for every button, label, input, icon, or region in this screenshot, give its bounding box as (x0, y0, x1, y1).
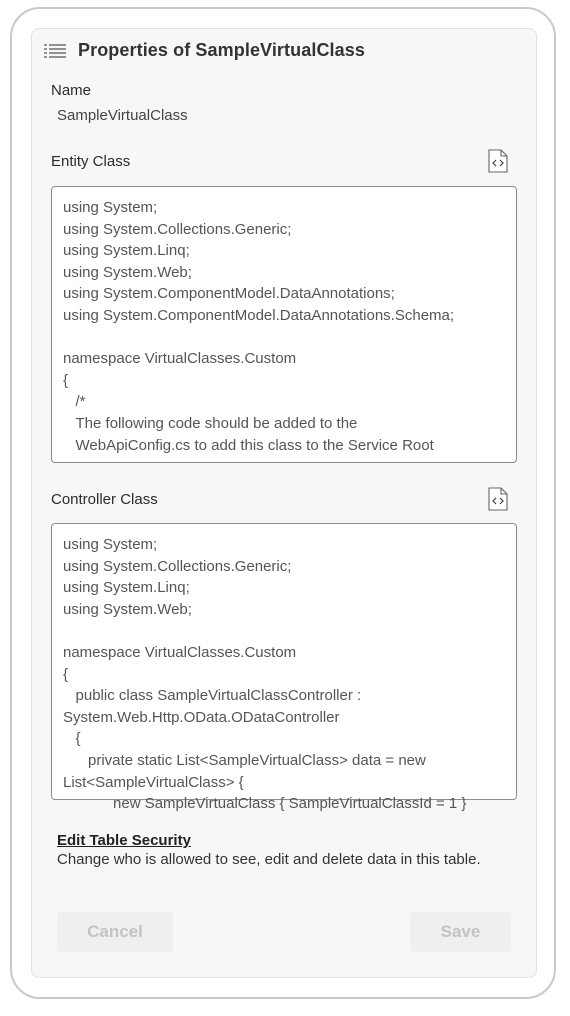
edit-table-security-link[interactable]: Edit Table Security (57, 832, 191, 849)
code-file-icon[interactable] (488, 149, 508, 173)
entity-class-code-editor[interactable] (51, 186, 517, 463)
cancel-button[interactable]: Cancel (57, 912, 173, 952)
controller-class-code: using System; using System.Collections.Generic; using System.Linq; using System.Web; namespace VirtualClasses.Custom { public class SampleVirtualClassController : System.Web.Http.OData.ODataController { private static List<SampleVirtualClass> data = new List<SampleVirtualClass> { new SampleVirtualClass { SampleVirtualClassId = 1 } (63, 536, 467, 813)
code-file-icon[interactable] (488, 487, 508, 511)
security-description: Change who is allowed to see, edit and delete data in this table. (57, 851, 481, 868)
name-label: Name (51, 82, 92, 99)
page-title: Properties of SampleVirtualClass (78, 40, 365, 60)
name-value: SampleVirtualClass (57, 107, 188, 124)
controller-class-code-editor[interactable] (51, 523, 517, 813)
controller-class-label: Controller Class (51, 491, 158, 508)
entity-class-code: using System; using System.Collections.Generic; using System.Linq; using System.Web; using System.ComponentModel.DataAnnotations; using System.ComponentModel.DataAnnotations.Schema; namespace VirtualClasses.Custom { /* The following code should be added to the WebApiConfig.cs to add this class to the Service Root (63, 199, 455, 454)
entity-class-label: Entity Class (51, 153, 131, 170)
list-icon (44, 43, 66, 59)
save-button[interactable]: Save (410, 912, 511, 952)
panel-header (44, 40, 365, 61)
